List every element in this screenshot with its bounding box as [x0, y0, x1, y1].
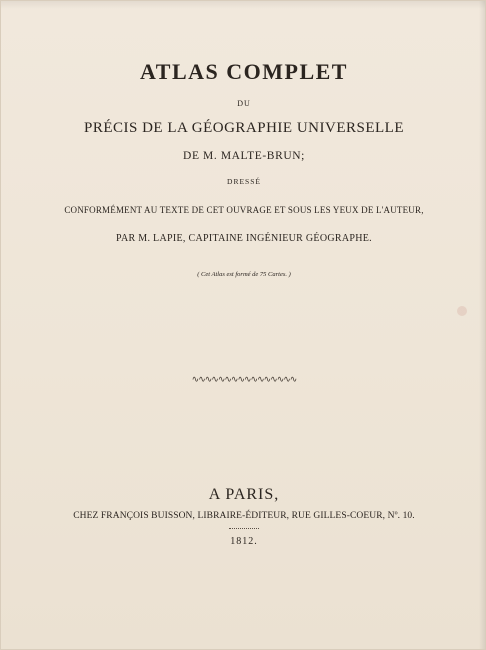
work-title: PRÉCIS DE LA GÉOGRAPHIE UNIVERSELLE — [84, 120, 404, 136]
imprint-publisher: CHEZ FRANÇOIS BUISSON, LIBRAIRE-ÉDITEUR, RUE GILLES-COEUR, Nº. 10. — [73, 511, 415, 521]
author-line: DE M. MALTE-BRUN; — [183, 150, 305, 162]
imprint-year: 1812. — [230, 536, 258, 547]
conformement-line: CONFORMÉMENT AU TEXTE DE CET OUVRAGE ET SOUS LES YEUX DE L'AUTEUR, — [64, 205, 424, 215]
cartographer-line: PAR M. LAPIE, CAPITAINE INGÉNIEUR GÉOGRAPHE. — [116, 233, 372, 244]
dresse-line: DRESSÉ — [227, 177, 261, 186]
page-title: ATLAS COMPLET — [140, 59, 348, 84]
atlas-note: ( Cet Atlas est formé de 75 Cartes. ) — [197, 271, 291, 278]
title-connector-du: DU — [237, 99, 251, 108]
ornament-divider: ∿∿∿∿∿∿∿∿∿∿∿∿∿∿∿∿ — [191, 374, 297, 384]
imprint-place: A PARIS, — [208, 486, 280, 503]
imprint-rule — [229, 528, 259, 529]
foxing-spot — [457, 306, 467, 316]
